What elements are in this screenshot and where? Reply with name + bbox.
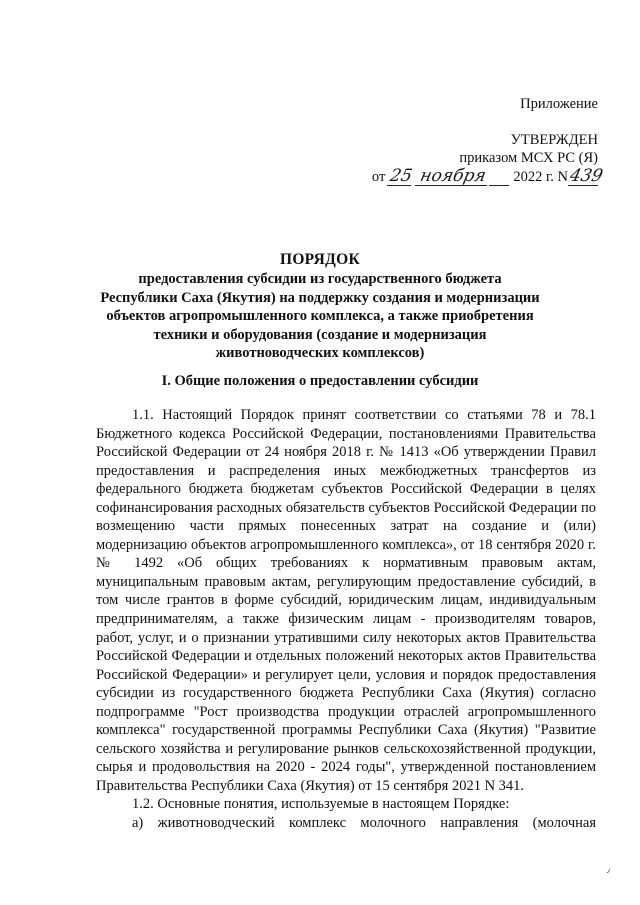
order-reference: приказом МСХ РС (Я)	[459, 150, 598, 166]
date-underline	[489, 167, 509, 186]
handwritten-order-number: 439	[567, 166, 605, 186]
handwritten-day: 25	[388, 166, 415, 186]
approved-label: УТВЕРЖДЕН	[510, 132, 598, 148]
document-subtitle: предоставления субсидии из государственного бюджета Республики Саха (Якутия) на поддержку создания и модернизации объектов агропромышленного комплекса, а также приобретения техники и оборудования (создание и модернизация животноводческих комплексов)	[100, 271, 540, 361]
appendix-label: Приложение	[520, 96, 598, 112]
handwritten-month: ноября	[415, 167, 491, 186]
paragraph-a: а) животноводческий комплекс молочного направления (молочная	[132, 815, 596, 832]
corner-mark: ٫	[606, 864, 610, 875]
date-year: 2022 г. N	[513, 169, 568, 185]
order-date-line	[371, 166, 605, 186]
paragraph-1-1: 1.1. Настоящий Порядок принят соответствии со статьями 78 и 78.1 Бюджетного кодекса Российской Федерации, постановлениями Правительства Российской Федерации от 24 ноября 2018 г. № 1413 «Об утверждении Правил предоставления и распределения иных межбюджетных трансфертов из федерального бюджета бюджетам субъектов Российской Федерации в целях софинансирования расходных обязательств субъектов Российской Федерации по возмещению части прямых понесенных затрат на создание и (или) модернизацию объектов агропромышленного комплекса», от 18 сентября 2020 г. № 1492 «Об общих требованиях к нормативным правовым актам, муниципальным правовым актам, регулирующим предоставление субсидий, в том числе грантов в форме субсидий, юридическим лицам, индивидуальным предпринимателям, а также физическим лицам - производителям товаров, работ, услуг, и о признании утратившими силу некоторых актов Правительства Российской Федерации и отдельных положений некоторых актов Правительства Российской Федерации» и регулирует цели, условия и порядок предоставления субсидии из государственного бюджета Республики Саха (Якутия) согласно подпрограмме "Рост производства продукции отраслей агропромышленного комплекса" государственной программы Республики Саха (Якутия) "Развитие сельского хозяйства и регулирование рынков сельскохозяйственной продукции, сырья и продовольствия на 2020 - 2024 годы", утвержденной постановлением Правительства Республики Саха (Якутия) от 15 сентября 2021 N 341.	[96, 407, 596, 794]
section-heading: I. Общие положения о предоставлении субсидии	[161, 373, 479, 389]
document-body	[96, 406, 596, 833]
paragraph-1-2: 1.2. Основные понятия, используемые в настоящем Порядке:	[132, 796, 510, 813]
date-prefix: от	[371, 169, 386, 185]
document-title: ПОРЯДОК	[279, 251, 361, 268]
